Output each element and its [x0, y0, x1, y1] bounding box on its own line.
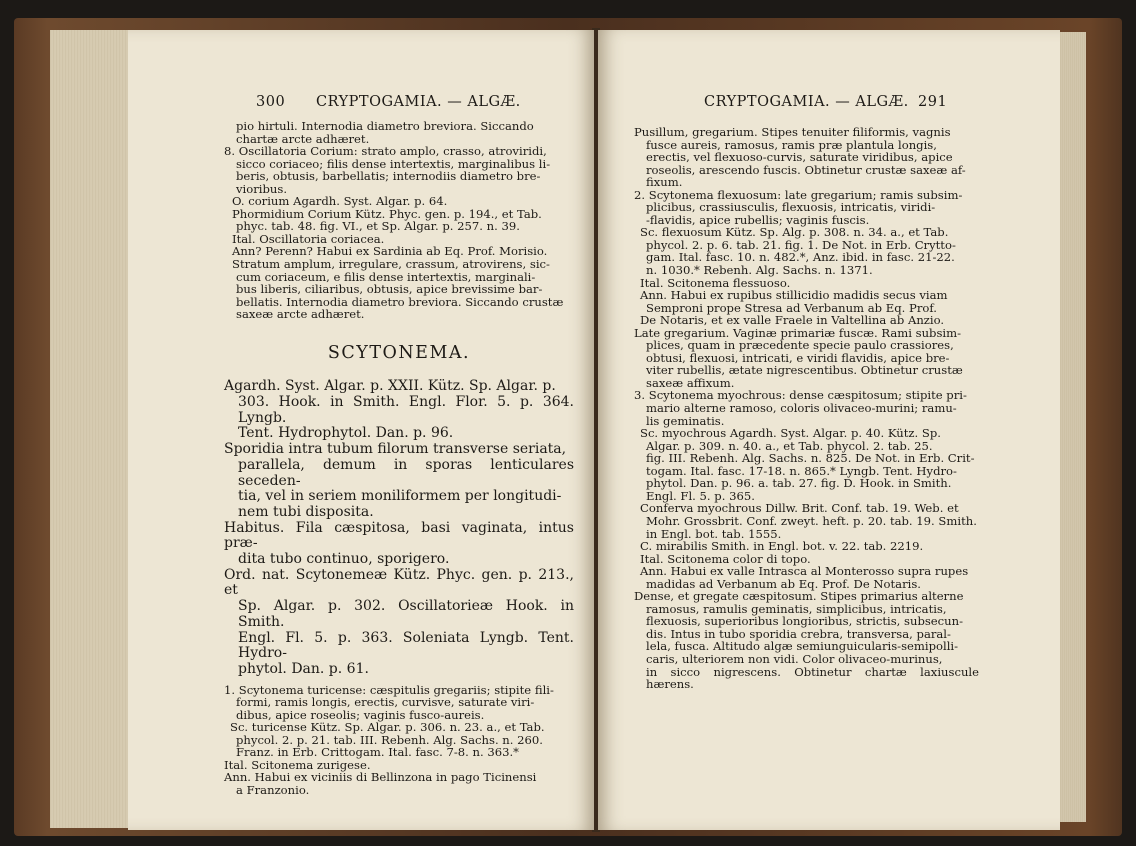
- text-line: tia, vel in seriem moniliformem per longitudi-: [238, 488, 562, 505]
- left-page: [128, 30, 594, 830]
- text-line: Franz. in Erb. Crittogam. Ital. fasc. 7-8. n. 363.*: [236, 745, 519, 760]
- text-line: madidas ad Verbanum ab Eq. Prof. De Notaris.: [646, 576, 921, 591]
- text-line: gam. Ital. fasc. 10. n. 482.*, Anz. ibid. in fasc. 21-22.: [646, 250, 955, 265]
- text-line: bus liberis, ciliaribus, obtusis, apice brevissime bar-: [236, 282, 543, 297]
- text-line: Engl. Fl. 5. p. 363. Soleniata Lyngb. Tent. Hydro-: [238, 629, 574, 662]
- text-line: Sp. Algar. p. 302. Oscillatorieæ Hook. in Smith.: [238, 598, 574, 630]
- text-line: phycol. 2. p. 6. tab. 21. fig. 1. De Not. in Erb. Crytto-: [646, 237, 956, 252]
- text-line: a Franzonio.: [236, 783, 310, 798]
- text-line: Ord. nat. Scytonemeæ Kütz. Phyc. gen. p. 213., et: [224, 566, 574, 599]
- text-line: phyc. tab. 48. fig. VI., et Sp. Algar. p. 257. n. 39.: [236, 219, 520, 234]
- left-page-number: 300: [256, 94, 286, 110]
- text-line: Sc. myochrous Agardh. Syst. Algar. p. 40. Kütz. Sp.: [640, 426, 941, 441]
- right-running-title: CRYPTOGAMIA. — ALGÆ.: [704, 94, 909, 110]
- text-line: Habitus. Fila cæspitosa, basi vaginata, intus præ-: [224, 519, 574, 552]
- text-line: fig. III. Rebenh. Alg. Sachs. n. 825. De Not. in Erb. Crit-: [646, 451, 975, 466]
- text-line: fixum.: [646, 175, 683, 190]
- text-line: Ann. Habui ex viciniis di Bellinzona in pago Ticinensi: [224, 770, 537, 785]
- text-line: cum coriaceum, e filis dense intertextis, marginali-: [236, 269, 536, 284]
- text-line: lela, fusca. Altitudo algæ semiunguicularis-semipolli-: [646, 639, 959, 654]
- text-line: Sc. flexuosum Kütz. Sp. Alg. p. 308. n. 34. a., et Tab.: [640, 225, 949, 240]
- text-line: De Notaris, et ex valle Fraele in Valtellina ab Anzio.: [640, 313, 945, 328]
- text-line: flexuosis, superioribus longioribus, strictis, subsecun-: [646, 614, 964, 629]
- text-line: n. 1030.* Rebenh. Alg. Sachs. n. 1371.: [646, 263, 873, 278]
- left-page-body: [224, 120, 574, 797]
- right-page-number: 291: [918, 94, 948, 110]
- text-line: viter rubellis, ætate nigrescentibus. Obtinetur crustæ: [646, 363, 963, 378]
- text-line: 2. Scytonema flexuosum: late gregarium; ramis subsim-: [634, 187, 963, 202]
- text-line: Semproni prope Stresa ad Verbanum ab Eq. Prof.: [646, 300, 937, 315]
- text-line: Pusillum, gregarium. Stipes tenuiter filiformis, vagnis: [634, 125, 951, 139]
- text-line: Stratum amplum, irregulare, crassum, atrovirens, sic-: [232, 257, 550, 272]
- text-line: dita tubo continuo, sporigero.: [238, 551, 450, 568]
- page-edges-left: [50, 30, 129, 828]
- text-line: pio hirtuli. Internodia diametro breviora. Siccando: [236, 119, 534, 133]
- right-page-body: [634, 126, 979, 691]
- text-line: plices, quam in præcedente specie paulo crassiores,: [646, 338, 954, 353]
- left-running-title: CRYPTOGAMIA. — ALGÆ.: [316, 94, 521, 110]
- text-line: saxeæ affixum.: [646, 375, 735, 390]
- text-line: parallela, demum in sporas lenticulares seceden-: [238, 456, 574, 489]
- text-line: ramosus, ramulis geminatis, simplicibus, intricatis,: [646, 601, 947, 616]
- text-line: Late gregarium. Vaginæ primariæ fuscæ. Rami subsim-: [634, 325, 962, 340]
- text-line: C. mirabilis Smith. in Engl. bot. v. 22. tab. 2219.: [640, 539, 924, 554]
- text-line: -flavidis, apice rubellis; vaginis fuscis.: [646, 212, 870, 227]
- text-line: Ital. Scitonema flessuoso.: [640, 275, 791, 290]
- text-line: roseolis, arescendo fuscis. Obtinetur crustæ saxeæ af-: [646, 162, 966, 177]
- text-line: phytol. Dan. p. 96. a. tab. 27. fig. D. Hook. in Smith.: [646, 476, 952, 491]
- text-line: nem tubi disposita.: [238, 503, 374, 520]
- text-line: plicibus, crassiusculis, flexuosis, intricatis, viridi-: [646, 200, 936, 215]
- text-line: caris, ulteriorem non vidi. Color olivaceo-murinus,: [646, 651, 943, 666]
- text-line: phytol. Dan. p. 61.: [238, 660, 369, 677]
- text-line: lis geminatis.: [646, 413, 725, 428]
- page-edges-right: [1058, 32, 1086, 822]
- text-line: Mohr. Grossbrit. Conf. zweyt. heft. p. 20. tab. 19. Smith.: [646, 513, 977, 528]
- text-line: Ann? Perenn? Habui ex Sardinia ab Eq. Prof. Morisio.: [232, 244, 548, 259]
- text-line: Ann. Habui ex rupibus stillicidio madidis secus viam: [640, 288, 948, 303]
- text-line: dis. Intus in tubo sporidia crebra, transversa, paral-: [646, 626, 951, 641]
- text-line: in sicco nigrescens. Obtinetur chartæ laxiuscule hærens.: [646, 664, 979, 692]
- text-line: chartæ arcte adhæret.: [236, 131, 370, 146]
- text-line: in Engl. bot. tab. 1555.: [646, 526, 782, 541]
- text-line: togam. Ital. fasc. 17-18. n. 865.* Lyngb. Tent. Hydro-: [646, 463, 957, 478]
- text-line: formi, ramis longis, erectis, curvisve, saturate viri-: [236, 695, 535, 710]
- text-line: Algar. p. 309. n. 40. a., et Tab. phycol. 2. tab. 25.: [646, 438, 933, 453]
- text-line: dibus, apice roseolis; vaginis fusco-aureis.: [236, 707, 485, 722]
- text-line: obtusi, flexuosi, intricati, e viridi flavidis, apice bre-: [646, 350, 950, 365]
- text-line: Tent. Hydrophytol. Dan. p. 96.: [238, 425, 454, 442]
- text-line: O. corium Agardh. Syst. Algar. p. 64.: [232, 194, 448, 209]
- text-line: Phormidium Corium Kütz. Phyc. gen. p. 194., et Tab.: [232, 206, 542, 221]
- text-line: sicco coriaceo; filis dense intertextis, marginalibus li-: [236, 156, 551, 171]
- text-line: Ann. Habui ex valle Intrasca al Monterosso supra rupes: [640, 564, 969, 579]
- text-line: Ital. Scitonema zurigese.: [224, 757, 371, 772]
- text-line: Ital. Oscillatoria coriacea.: [232, 231, 385, 246]
- section-title: SCYTONEMA.: [327, 342, 471, 363]
- text-line: beris, obtusis, barbellatis; internodiis diametro bre-: [236, 169, 541, 184]
- text-line: erectis, vel flexuoso-curvis, saturate viridibus, apice: [646, 150, 953, 165]
- text-line: Ital. Scitonema color di topo.: [640, 551, 811, 566]
- text-line: Agardh. Syst. Algar. p. XXII. Kütz. Sp. Algar. p.: [224, 378, 556, 395]
- text-line: Sc. turicense Kütz. Sp. Algar. p. 306. n. 23. a., et Tab.: [230, 720, 545, 735]
- text-line: fusce aureis, ramosus, ramis præ plantula longis,: [646, 137, 937, 152]
- text-line: saxeæ arcte adhæret.: [236, 307, 365, 322]
- text-line: mario alterne ramoso, coloris olivaceo-murini; ramu-: [646, 401, 957, 416]
- text-line: 1. Scytonema turicense: cæspitulis gregariis; stipite fili-: [224, 682, 554, 697]
- text-line: phycol. 2. p. 21. tab. III. Rebenh. Alg. Sachs. n. 260.: [236, 732, 543, 747]
- text-line: Conferva myochrous Dillw. Brit. Conf. tab. 19. Web. et: [640, 501, 959, 516]
- text-line: 8. Oscillatoria Corium: strato amplo, crasso, atroviridi,: [224, 144, 547, 159]
- text-line: bellatis. Internodia diametro breviora. Siccando crustæ: [236, 294, 564, 309]
- text-line: 303. Hook. in Smith. Engl. Flor. 5. p. 364. Lyngb.: [238, 394, 574, 426]
- text-line: 3. Scytonema myochrous: dense cæspitosum; stipite pri-: [634, 388, 967, 403]
- text-line: vioribus.: [236, 181, 288, 196]
- text-line: Engl. Fl. 5. p. 365.: [646, 488, 755, 503]
- text-line: Sporidia intra tubum filorum transverse seriata,: [224, 441, 567, 458]
- text-line: Dense, et gregate cæspitosum. Stipes primarius alterne: [634, 589, 964, 604]
- right-page: [598, 30, 1060, 830]
